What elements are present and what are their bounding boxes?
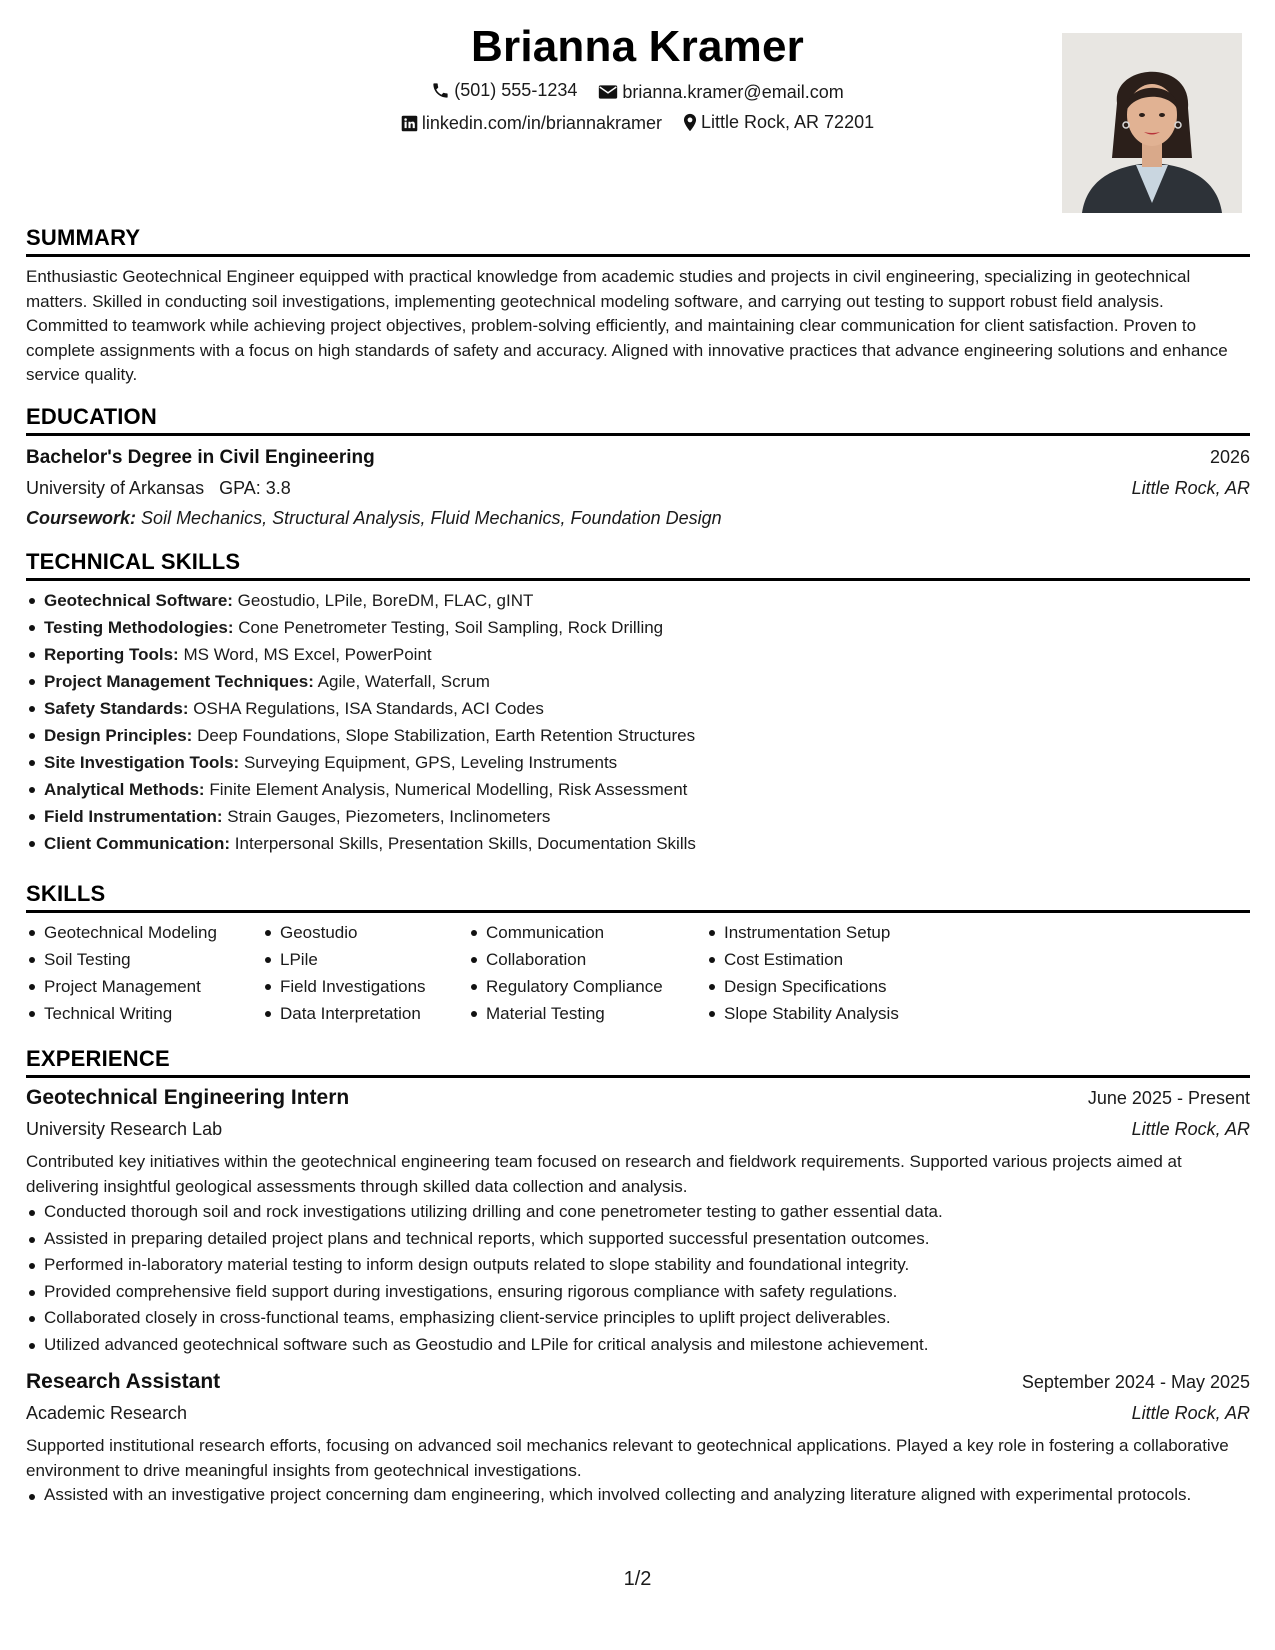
coursework-line (26, 503, 1250, 533)
job-description: Supported institutional research efforts, focusing on advanced soil mechanics relevant to geotechnical applications. Played a key role in fostering a collaborative environment to drive meaningful insights from geotechnical investigations. (26, 1436, 1229, 1480)
job-location: Little Rock, AR (1131, 1119, 1250, 1139)
phone-text[interactable]: (501) 555-1234 (454, 80, 578, 100)
education-degree-row (26, 442, 1250, 473)
experience-section (26, 1046, 1250, 1508)
skills-column (468, 919, 706, 1027)
list-item: Field Instrumentation: Strain Gauges, Piezometers, Inclinometers (26, 803, 1250, 830)
job-organization: University Research Lab (26, 1119, 223, 1139)
coursework-label: Coursework: (26, 508, 137, 528)
contact-phone (431, 80, 577, 101)
education-title: EDUCATION (26, 404, 1250, 436)
phone-icon (431, 81, 450, 100)
job-dates: September 2024 - May 2025 (1021, 1372, 1250, 1392)
skills-column (262, 919, 468, 1027)
list-item: Technical Writing (26, 1000, 262, 1027)
list-item: Field Investigations (262, 973, 468, 1000)
contact-location (683, 112, 874, 133)
education-school-row (26, 473, 1250, 503)
job-entry (26, 1366, 1250, 1508)
list-item: Site Investigation Tools: Surveying Equipment, GPS, Leveling Instruments (26, 749, 1250, 776)
envelope-icon (598, 84, 618, 100)
graduation-year: 2026 (1209, 447, 1250, 467)
list-item: Analytical Methods: Finite Element Analysis, Numerical Modelling, Risk Assessment (26, 776, 1250, 803)
list-item: Instrumentation Setup (706, 919, 966, 946)
list-item: Data Interpretation (262, 1000, 468, 1027)
technical-skills-title: TECHNICAL SKILLS (26, 549, 1250, 581)
job-bullets (26, 1483, 1250, 1508)
summary-title: SUMMARY (26, 225, 1250, 257)
list-item: Geotechnical Modeling (26, 919, 262, 946)
education-section (26, 404, 1250, 533)
job-bullets (26, 1199, 1250, 1358)
list-item: Material Testing (468, 1000, 706, 1027)
job-organization: Academic Research (26, 1403, 188, 1423)
school-name: University of Arkansas (26, 478, 205, 498)
job-title: Research Assistant (26, 1370, 221, 1393)
list-item: LPile (262, 946, 468, 973)
list-item: Cost Estimation (706, 946, 966, 973)
list-item: Project Management (26, 973, 262, 1000)
list-item: Performed in-laboratory material testing to inform design outputs related to slope stability and foundational integrity. (26, 1252, 1250, 1279)
degree-name: Bachelor's Degree in Civil Engineering (26, 447, 375, 468)
technical-skills-section (26, 549, 1250, 857)
list-item: Assisted in preparing detailed project plans and technical reports, which supported successful presentation outcomes. (26, 1226, 1250, 1253)
list-item: Project Management Techniques: Agile, Waterfall, Scrum (26, 668, 1250, 695)
school-location: Little Rock, AR (1131, 478, 1250, 498)
contact-linkedin (401, 113, 662, 134)
job-dates: June 2025 - Present (1087, 1088, 1250, 1108)
list-item: Geostudio (262, 919, 468, 946)
job-title: Geotechnical Engineering Intern (26, 1086, 350, 1109)
skills-title: SKILLS (26, 881, 1250, 913)
list-item: Assisted with an investigative project concerning dam engineering, which involved collecting and analyzing literature aligned with experimental protocols. (26, 1483, 1250, 1508)
list-item: Design Principles: Deep Foundations, Slope Stabilization, Earth Retention Structures (26, 722, 1250, 749)
list-item: Regulatory Compliance (468, 973, 706, 1000)
coursework-list: Soil Mechanics, Structural Analysis, Fluid Mechanics, Foundation Design (141, 508, 722, 528)
list-item: Client Communication: Interpersonal Skills, Presentation Skills, Documentation Skills (26, 830, 1250, 857)
list-item: Conducted thorough soil and rock investigations utilizing drilling and cone penetrometer testing to gather essential data. (26, 1199, 1250, 1226)
location-text: Little Rock, AR 72201 (701, 112, 875, 132)
map-pin-icon (683, 113, 697, 132)
contact-email (598, 82, 843, 103)
linkedin-link[interactable]: linkedin.com/in/briannakramer (421, 113, 662, 133)
list-item: Design Specifications (706, 973, 966, 1000)
list-item: Collaborated closely in cross-functional teams, emphasizing client-service principles to uplift project deliverables. (26, 1305, 1250, 1332)
list-item: Soil Testing (26, 946, 262, 973)
list-item: Safety Standards: OSHA Regulations, ISA Standards, ACI Codes (26, 695, 1250, 722)
experience-title: EXPERIENCE (26, 1046, 1250, 1078)
skills-grid (26, 919, 1250, 1027)
list-item: Collaboration (468, 946, 706, 973)
job-location: Little Rock, AR (1131, 1403, 1250, 1423)
page-number: 1/2 (623, 1568, 652, 1590)
gpa: GPA: 3.8 (219, 478, 291, 498)
summary-section (26, 225, 1250, 388)
list-item: Communication (468, 919, 706, 946)
skills-column (706, 919, 966, 1027)
technical-skills-list (26, 587, 1250, 857)
list-item: Utilized advanced geotechnical software such as Geostudio and LPile for critical analysis and milestone achievement. (26, 1332, 1250, 1359)
list-item: Provided comprehensive field support during investigations, ensuring rigorous compliance with safety regulations. (26, 1279, 1250, 1306)
linkedin-icon (401, 115, 418, 132)
skills-column (26, 919, 262, 1027)
profile-photo (1062, 33, 1242, 213)
job-entry (26, 1082, 1250, 1358)
candidate-name: Brianna Kramer (471, 22, 804, 71)
list-item: Testing Methodologies: Cone Penetrometer Testing, Soil Sampling, Rock Drilling (26, 614, 1250, 641)
school-info (26, 473, 291, 503)
list-item: Reporting Tools: MS Word, MS Excel, PowerPoint (26, 641, 1250, 668)
list-item: Geotechnical Software: Geostudio, LPile, BoreDM, FLAC, gINT (26, 587, 1250, 614)
email-link[interactable]: brianna.kramer@email.com (622, 81, 844, 102)
job-description: Contributed key initiatives within the geotechnical engineering team focused on research and fieldwork requirements. Supported various projects aimed at delivering insightful geological assessments through skilled data collection and analysis. (26, 1152, 1182, 1196)
skills-section (26, 881, 1250, 1027)
list-item: Slope Stability Analysis (706, 1000, 966, 1027)
summary-text: Enthusiastic Geotechnical Engineer equipped with practical knowledge from academic studies and projects in civil engineering, specializing in geotechnical matters. Skilled in conducting soil investigations, implementing geotechnical modeling software, and carrying out testing to support robust field analysis. Committed to teamwork while achieving project objectives, problem-solving efficiently, and maintaining clear communication for client satisfaction. Proven to complete assignments with a focus on high standards of safety and accuracy. Aligned with innovative practices that advance engineering solutions and enhance service quality. (26, 267, 1228, 384)
